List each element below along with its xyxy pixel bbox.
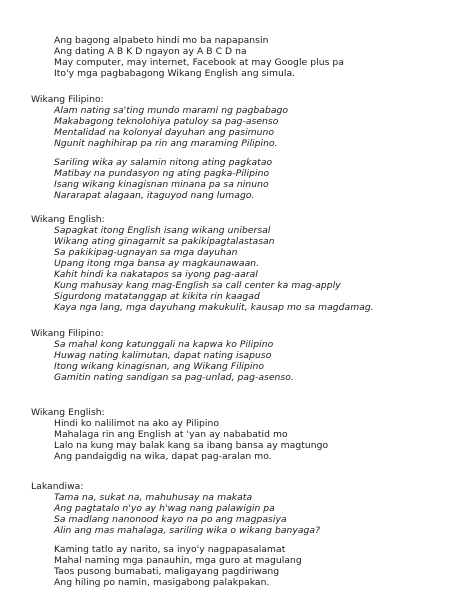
verse-line: Tama na, sukat na, mahuhusay na makata xyxy=(54,492,253,503)
verse-line: Sa madlang nanonood kayo na po ang magpasiya xyxy=(54,514,287,525)
verse-line: Nararapat alagaan, itaguyod nang lumago. xyxy=(54,190,255,201)
verse-line: Ang hiling po namin, masigabong palakpakan. xyxy=(54,577,270,588)
speaker-label: Wikang English: xyxy=(31,214,105,225)
verse-line: Ngunit naghihirap pa rin ang maraming Pilipino. xyxy=(54,138,278,149)
verse-line: Sapagkat itong English isang wikang unibersal xyxy=(54,225,271,236)
verse-line: Wikang ating ginagamit sa pakikipagtalastasan xyxy=(54,236,275,247)
verse-line: Lalo na kung may balak kang sa ibang bansa ay magtungo xyxy=(54,440,329,451)
verse-line: Kahit hindi ka nakatapos sa iyong pag-aaral xyxy=(54,269,258,280)
verse-line: Itong wikang kinagisnan, ang Wikang Filipino xyxy=(54,361,265,372)
verse-line: Makabagong teknolohiya patuloy sa pag-asenso xyxy=(54,116,279,127)
verse-line: Kaming tatlo ay narito, sa inyo'y nagpapasalamat xyxy=(54,544,286,555)
speaker-label: Wikang Filipino: xyxy=(31,328,104,339)
speaker-label: Wikang English: xyxy=(31,407,105,418)
verse-line: Ang pandaigdig na wika, dapat pag-aralan mo. xyxy=(54,451,272,462)
verse-line: Huwag nating kalimutan, dapat nating isapuso xyxy=(54,350,272,361)
verse-line: Matibay na pundasyon ng ating pagka-Pilipino xyxy=(54,168,270,179)
verse-line: Sigurdong matatanggap at kikita rin kaagad xyxy=(54,291,260,302)
verse-line: Kaya nga lang, mga dayuhang makukulit, kausap mo sa magdamag. xyxy=(54,302,374,313)
speaker-label: Lakandiwa: xyxy=(31,481,84,492)
verse-line: Ito'y mga pagbabagong Wikang English ang simula. xyxy=(54,68,296,79)
verse-line: Isang wikang kinagisnan minana pa sa ninuno xyxy=(54,179,269,190)
verse-line: Alam nating sa'ting mundo marami ng pagbabago xyxy=(54,105,289,116)
verse-line: Sa pakikipag-ugnayan sa mga dayuhan xyxy=(54,247,238,258)
verse-line: Ang dating A B K D ngayon ay A B C D na xyxy=(54,46,247,57)
verse-line: Mahal naming mga panauhin, mga guro at magulang xyxy=(54,555,302,566)
verse-line: Ang pagtatalo n'yo ay h'wag nang palawigin pa xyxy=(54,503,275,514)
verse-line: Sariling wika ay salamin nitong ating pagkatao xyxy=(54,157,273,168)
verse-line: Taos pusong bumabati, maligayang pagdiriwang xyxy=(54,566,280,577)
verse-line: Hindi ko nalilimot na ako ay Pilipino xyxy=(54,418,220,429)
verse-line: Gamitin nating sandigan sa pag-unlad, pag-asenso. xyxy=(54,372,294,383)
verse-line: May computer, may internet, Facebook at may Google plus pa xyxy=(54,57,344,68)
verse-line: Ang bagong alpabeto hindi mo ba napapansin xyxy=(54,35,269,46)
verse-line: Mahalaga rin ang English at 'yan ay nababatid mo xyxy=(54,429,288,440)
verse-line: Mentalidad na kolonyal dayuhan ang pasimuno xyxy=(54,127,275,138)
speaker-label: Wikang Filipino: xyxy=(31,94,104,105)
verse-line: Upang itong mga bansa ay magkaunawaan. xyxy=(54,258,260,269)
verse-line: Sa mahal kong katunggali na kapwa ko Pilipino xyxy=(54,339,274,350)
verse-line: Kung mahusay kang mag-English sa call center ka mag-apply xyxy=(54,280,341,291)
verse-line: Alin ang mas mahalaga, sariling wika o wikang banyaga? xyxy=(54,525,321,536)
